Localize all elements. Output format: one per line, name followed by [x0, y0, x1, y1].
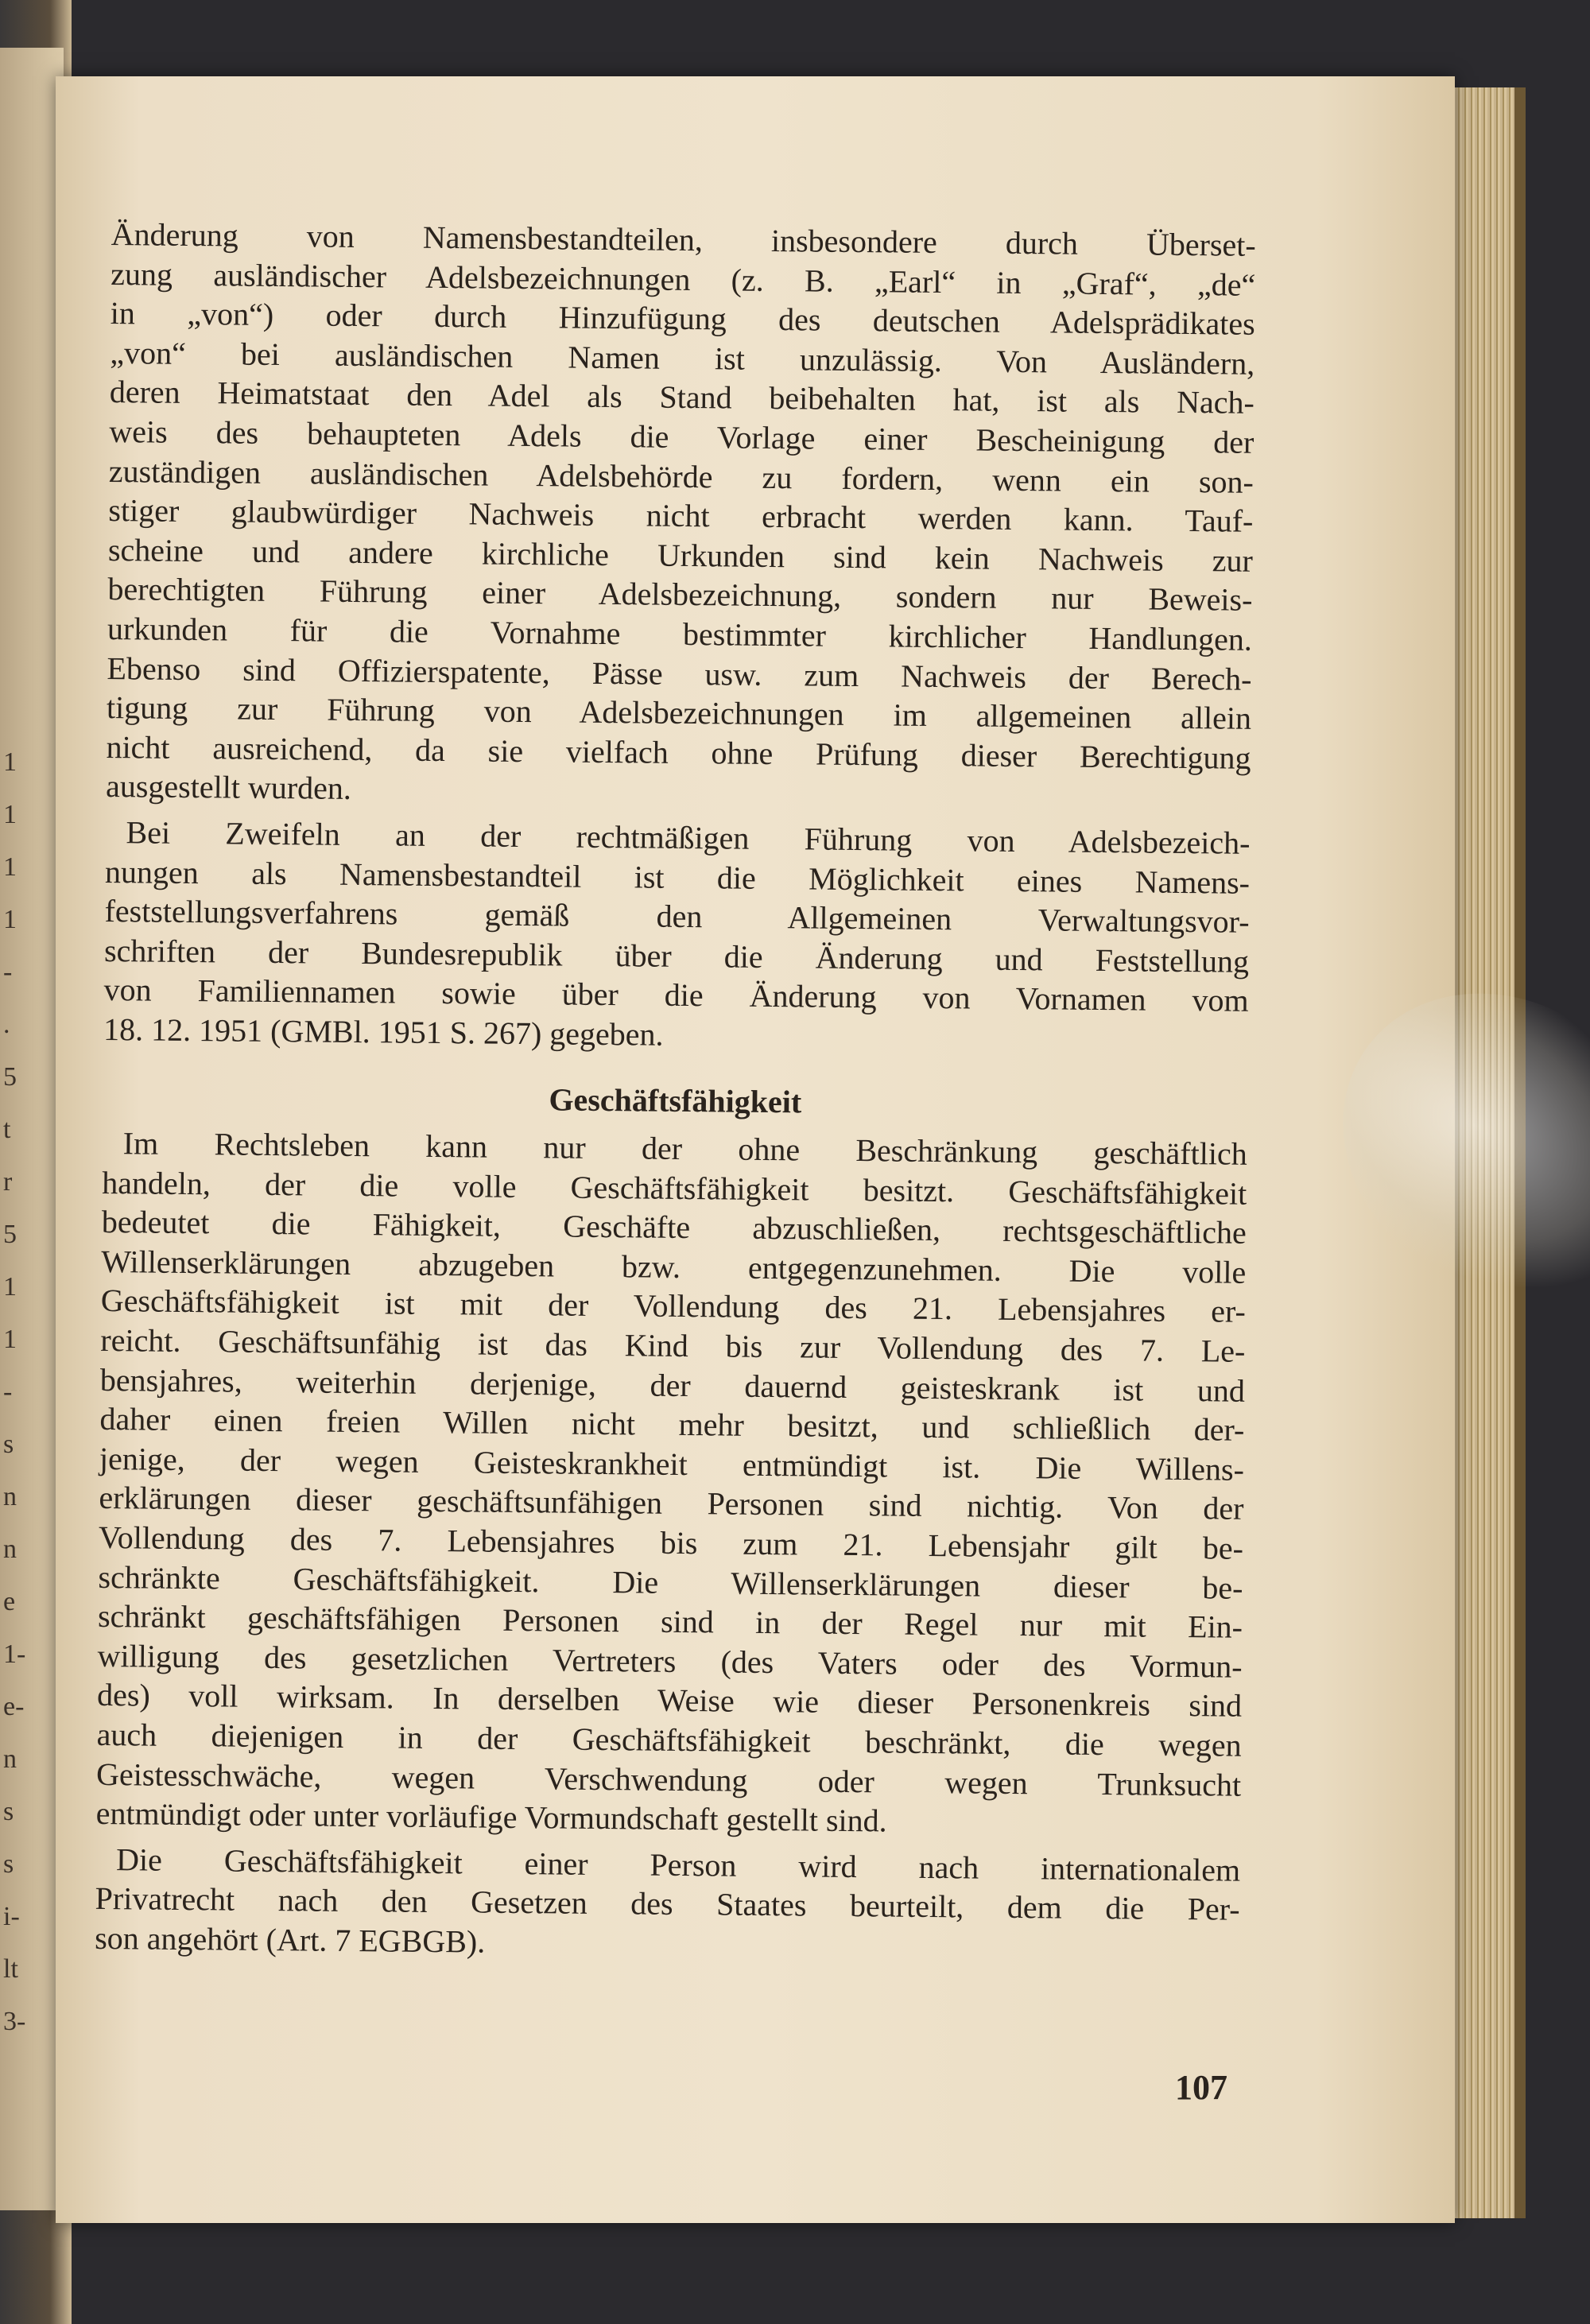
- text-line: auch diejenigen in der Geschäftsfähigkeit beschränkt, die wegen: [96, 1716, 1242, 1763]
- section-heading: Geschäftsfähigkeit: [549, 1081, 802, 1120]
- text-line: 18. 12. 1951 (GMBl. 1951 S. 267) gegeben.: [103, 1011, 664, 1053]
- text-line: „von“ bei ausländischen Namen ist unzulässig. Von Ausländern,: [110, 334, 1255, 382]
- text-line: son angehört (Art. 7 EGBGB).: [94, 1919, 486, 1960]
- section-after-heading: [95, 1123, 1247, 1969]
- previous-page-fragment: 5: [3, 1220, 17, 1249]
- text-line: bensjahres, weiterhin derjenige, der dauernd geisteskrank ist und: [99, 1361, 1246, 1409]
- previous-page-edge: [0, 48, 64, 2210]
- text-line: ausgestellt wurden.: [105, 768, 352, 807]
- text-line: scheine und andere kirchliche Urkunden sind kein Nachweis zur: [107, 531, 1254, 579]
- text-line: Im Rechtsleben kann nur der ohne Beschränkung geschäftlich: [122, 1125, 1247, 1172]
- section-before-heading: [103, 215, 1256, 1060]
- text-line: willigung des gesetzlichen Vertreters (des Vaters oder des Vormun-: [97, 1637, 1243, 1685]
- previous-page-fragment: i-: [3, 1902, 20, 1931]
- previous-page-fragment: e: [3, 1587, 16, 1616]
- page-number: 107: [1175, 2068, 1227, 2107]
- text-line: Bei Zweifeln an der rechtmäßigen Führung von Adelsbezeich-: [126, 814, 1251, 861]
- text-line: zuständigen ausländischen Adelsbehörde zu fordern, wenn ein son-: [108, 452, 1255, 500]
- previous-page-fragment: 1: [3, 852, 17, 882]
- text-line: Änderung von Namensbestandteilen, insbesondere durch Überset-: [111, 215, 1256, 263]
- previous-page-fragment: n: [3, 1744, 17, 1774]
- previous-page-fragment: e-: [3, 1692, 25, 1721]
- paragraph: [95, 1123, 1247, 1844]
- text-line: schränkt geschäftsfähigen Personen sind in der Regel nur mit Ein-: [97, 1598, 1243, 1645]
- paragraph: [103, 813, 1251, 1060]
- previous-page-fragment: 1: [3, 1272, 17, 1302]
- text-line: Privatrecht nach den Gesetzen des Staates beurteilt, dem die Per-: [95, 1880, 1240, 1928]
- text-line: von Familiennamen sowie über die Änderung von Vornamen vom: [103, 972, 1249, 1019]
- text-line: tigung zur Führung von Adelsbezeichnungen im allgemeinen allein: [106, 689, 1252, 736]
- text-line: Geschäftsfähigkeit ist mit der Vollendung des 21. Lebensjahres er-: [100, 1282, 1247, 1330]
- text-line: schränkte Geschäftsfähigkeit. Die Willenserklärungen dieser be-: [98, 1558, 1243, 1606]
- previous-page-fragment: 1: [3, 747, 17, 777]
- text-line: nicht ausreichend, da sie vielfach ohne Prüfung dieser Berechtigung: [106, 728, 1251, 776]
- text-line: schriften der Bundesrepublik über die Änderung und Feststellung: [103, 932, 1250, 980]
- text-line: des) voll wirksam. In derselben Weise wie dieser Personenkreis sind: [96, 1677, 1243, 1725]
- previous-page-fragment: 1: [3, 1325, 17, 1354]
- previous-page-fragment: 1-: [3, 1639, 26, 1669]
- previous-page-fragment: 5: [3, 1062, 17, 1092]
- text-line: urkunden für die Vornahme bestimmter kirchlicher Handlungen.: [107, 610, 1253, 658]
- text-line: Willenserklärungen abzugeben bzw. entgegenzunehmen. Die volle: [101, 1243, 1247, 1290]
- text-line: berechtigten Führung einer Adelsbezeichnung, sondern nur Beweis-: [107, 571, 1253, 619]
- text-line: handeln, der die volle Geschäftsfähigkeit besitzt. Geschäftsfähigkeit: [102, 1164, 1247, 1212]
- previous-page-fragment: -: [3, 1377, 13, 1406]
- previous-page-fragment: 1: [3, 800, 17, 829]
- text-line: stiger glaubwürdiger Nachweis nicht erbracht werden kann. Tauf-: [108, 492, 1254, 539]
- text-line: bedeutet die Fähigkeit, Geschäfte abzuschließen, rechtsgeschäftliche: [101, 1204, 1247, 1251]
- text-line: weis des behaupteten Adels die Vorlage einer Bescheinigung der: [109, 413, 1255, 460]
- previous-page-fragment: -: [3, 957, 13, 987]
- text-line: reicht. Geschäftsunfähig ist das Kind bis zur Vollendung des 7. Le-: [100, 1321, 1246, 1369]
- paragraph: [106, 215, 1256, 817]
- previous-page-fragment: n: [3, 1534, 17, 1564]
- text-line: Vollendung des 7. Lebensjahres bis zum 21. Lebensjahr gilt be-: [98, 1519, 1244, 1566]
- text-line: deren Heimatstaat den Adel als Stand beibehalten hat, ist als Nach-: [109, 374, 1255, 421]
- previous-page-fragment: 3-: [3, 2007, 26, 2036]
- text-line: nungen als Namensbestandteil ist die Möglichkeit eines Namens-: [104, 853, 1251, 901]
- previous-page-fragment: 1: [3, 905, 17, 934]
- previous-page-fragment: .: [3, 1010, 10, 1039]
- text-line: daher einen freien Willen nicht mehr besitzt, und schließlich der-: [99, 1401, 1245, 1448]
- previous-page-fragment: s: [3, 1430, 14, 1459]
- text-line: feststellungsverfahrens gemäß den Allgemeinen Verwaltungsvor-: [104, 893, 1250, 940]
- text-line: erklärungen dieser geschäftsunfähigen Personen sind nichtig. Von der: [99, 1480, 1244, 1527]
- previous-page-fragment: n: [3, 1482, 17, 1511]
- text-line: Ebenso sind Offizierspatente, Pässe usw. zum Nachweis der Berech-: [107, 650, 1252, 697]
- page-body: [95, 215, 1256, 1975]
- text-line: entmündigt oder unter vorläufige Vormundschaft gestellt sind.: [95, 1795, 887, 1839]
- previous-page-fragment: r: [3, 1167, 13, 1197]
- text-line: zung ausländischer Adelsbezeichnungen (z. B. „Earl“ in „Graf“, „de“: [111, 255, 1256, 303]
- text-line: jenige, der wegen Geisteskrankheit entmündigt ist. Die Willens-: [99, 1440, 1245, 1488]
- text-line: Die Geschäftsfähigkeit einer Person wird nach internationalem: [115, 1841, 1241, 1888]
- previous-page-fragment: t: [3, 1115, 11, 1144]
- paragraph: [95, 1840, 1240, 1969]
- previous-page-fragment: s: [3, 1849, 14, 1879]
- previous-page-fragment: s: [3, 1797, 14, 1826]
- text-line: Geistesschwäche, wegen Verschwendung oder wegen Trunksucht: [95, 1756, 1242, 1803]
- previous-page-fragment: lt: [3, 1954, 18, 1984]
- text-line: in „von“) oder durch Hinzufügung des deutschen Adelsprädikates: [110, 295, 1255, 343]
